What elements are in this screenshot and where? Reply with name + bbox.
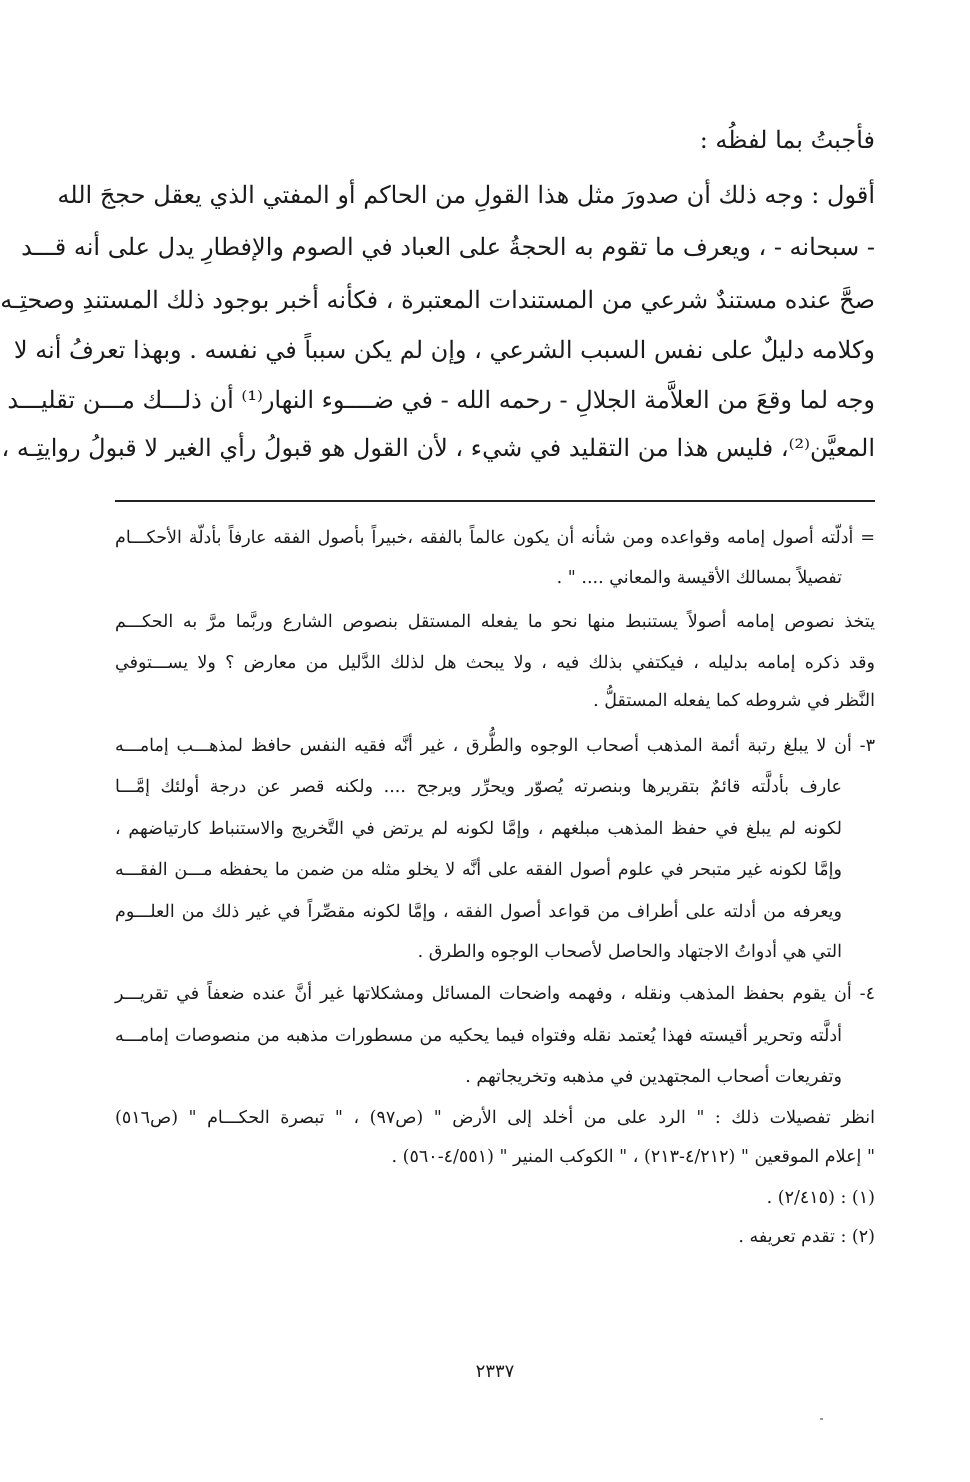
main-text-line: وكلامه دليلٌ على نفس السبب الشرعي ، وإن لم يكن سبباً في نفسه . وبهذا تعرفُ أنه لا xyxy=(13,336,875,364)
footnote-line: وتفريعات أصحاب المجتهدين في مذهبه وتخريجاتهم . xyxy=(465,1067,842,1087)
footnote-line: ٤- أن يقوم بحفظ المذهب ونقله ، وفهمه واضحات المسائل ومشكلاتها غير أنَّ عنده ضعفاً في تقريـــر xyxy=(115,984,875,1004)
main-text-line: أقول : وجه ذلك أن صدورَ مثل هذا القولِ من الحاكم أو المفتي الذي يعقل حججَ الله xyxy=(57,181,875,209)
footnote-line: ٣- أن لا يبلغ رتبة أئمة المذهب أصحاب الوجوه والطُّرق ، غير أنَّه فقيه النفس حافظ لمذهـــب إمامـــه xyxy=(115,736,875,756)
main-text-line: صحَّ عنده مستندٌ شرعي من المستندات المعتبرة ، فكأنه أخبر بوجود ذلك المستندِ وصحتِـه xyxy=(0,286,875,314)
footnote-line: انظر تفصيلات ذلك : " الرد على من أخلد إلى الأرض " (ص٩٧) ، " تبصرة الحكـــام " (ص٥١٦) xyxy=(115,1108,876,1128)
footnote-separator xyxy=(115,500,875,502)
footnote-line: التي هي أدواتُ الاجتهاد والحاصل لأصحاب الوجوه والطرق . xyxy=(417,942,842,962)
footnote-line: وقد ذكره إمامه بدليله ، فيكتفي بذلك فيه ، ولا يبحث هل لذلك الدَّليل من معارض ؟ ولا يســـتوفي xyxy=(115,653,875,673)
footnote-line: = أدلّته أصول إمامه وقواعده ومن شأنه أن يكون عالماً بالفقه ،خبيراً بأصول الفقه عارفاً بأدلّة الأحكـــام xyxy=(115,528,875,548)
footnote-line: وإمَّا لكونه غير متبحر في علوم أصول الفقه على أنَّه لا يخلو مثله من ضمن ما يحفظه مـــن الفقـــه xyxy=(115,860,842,880)
footnote-line: " إعلام الموقعين " (٤/٢١٢-٢١٣) ، " الكوكب المنير " (٤/٥٥١-٥٦٠) . xyxy=(391,1147,875,1167)
page-number: ٢٣٣٧ xyxy=(475,1361,515,1382)
footnote-line: عارف بأدلَّته قائمٌ بتقريرها وبنصرته يُصوّر ويحرِّر ويرجح .... ولكنه قصر عن درجة أولئك إمَّـــا xyxy=(115,777,842,797)
footnote-line: النَّظر في شروطه كما يفعله المستقلُّ . xyxy=(593,691,875,711)
section-heading: فأجبتُ بما لفظُه : xyxy=(699,126,875,154)
scan-speck xyxy=(820,1418,823,1420)
main-text-line: - سبحانه - ، ويعرف ما تقوم به الحجةُ على العباد في الصوم والإفطارِ يدل على أنه قـــد xyxy=(21,233,875,261)
footnote-line: يتخذ نصوص إمامه أصولاً يستنبط منها نحو ما يفعله المستقل بنصوص الشارع وربَّما مرَّ به الحكـــم xyxy=(115,612,875,632)
footnote-line: تفصيلاً بمسالك الأقيسة والمعاني .... " . xyxy=(556,568,842,588)
main-text-line: وجه لما وقعَ من العلاَّمة الجلالِ - رحمه الله - في ضــــوء النهار⁽¹⁾ أن ذلـــك مـــن تقليـــد xyxy=(7,386,875,414)
footnote-line: (٢) : تقدم تعريفه . xyxy=(738,1227,875,1247)
main-text-line: المعيَّن⁽²⁾، فليس هذا من التقليد في شيء ، لأن القول هو قبولُ رأي الغير لا قبولُ روايتِـه ، xyxy=(1,434,875,462)
footnote-line: لكونه لم يبلغ في حفظ المذهب مبلغهم ، وإمَّا لكونه لم يرتض في التَّخريج والاستنباط كارتياضهم ، xyxy=(115,819,842,839)
footnote-line: (١) : (٢/٤١٥) . xyxy=(766,1188,875,1208)
footnote-line: أدلَّته وتحرير أقيسته فهذا يُعتمد نقله وفتواه فيما يحكيه من مسطورات مذهبه من منصوصات إمامـــه xyxy=(115,1026,842,1046)
footnote-line: ويعرفه من أدلته على أطراف من قواعد أصول الفقه ، وإمَّا لكونه مقصِّراً في غير ذلك من العلـــوم xyxy=(115,902,842,922)
